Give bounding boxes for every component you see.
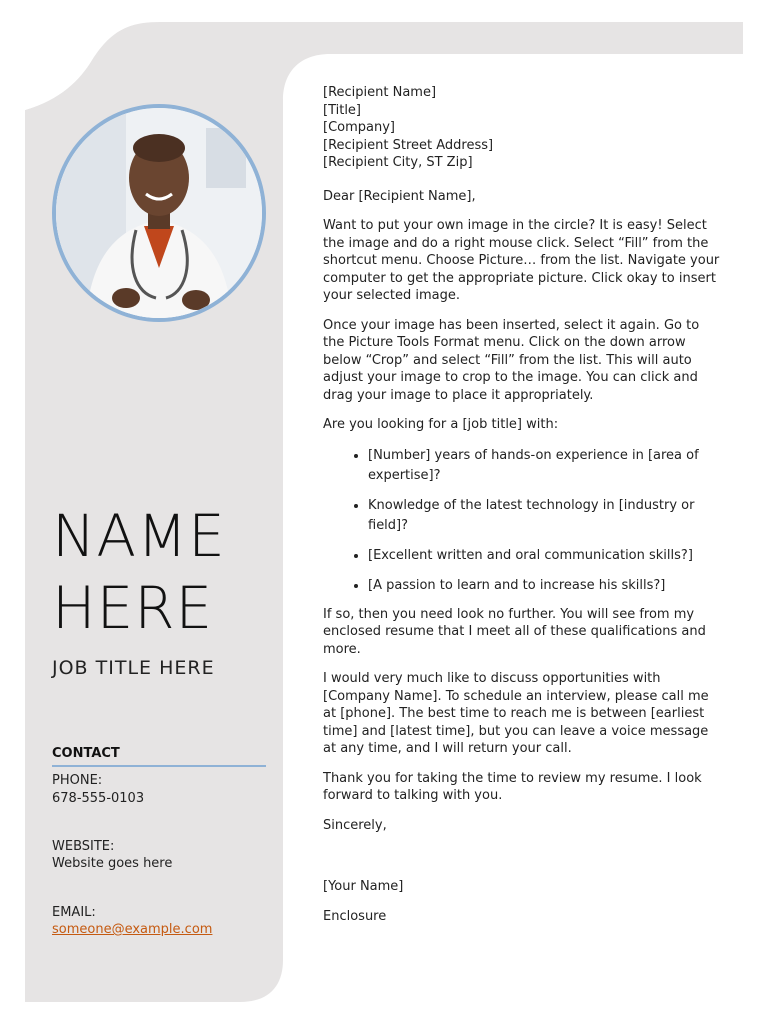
email-link[interactable]: someone@example.com	[52, 922, 213, 937]
profile-photo[interactable]	[52, 104, 266, 322]
recipient-address	[323, 84, 723, 172]
phone-value: 678-555-0103	[52, 791, 145, 806]
recipient-company: [Company]	[323, 120, 395, 135]
paragraph-3: Are you looking for a [job title] with:	[323, 417, 559, 432]
list-item: • [A passion to learn and to increase his skills?]	[368, 576, 723, 596]
list-item: • [Excellent written and oral communication skills?]	[368, 546, 723, 566]
recipient-city: [Recipient City, ST Zip]	[323, 155, 473, 170]
applicant-name	[52, 500, 226, 644]
contact-heading: CONTACT	[52, 746, 120, 761]
signature: [Your Name]	[323, 879, 404, 894]
paragraph-4: If so, then you need look no further. You will see from my enclosed resume that I meet all of these qualifications and more.	[323, 606, 706, 657]
letter-body	[323, 84, 723, 937]
website-label: WEBSITE:	[52, 839, 115, 854]
list-item: • [Number] years of hands-on experience in [area of expertise]?	[368, 446, 723, 486]
job-title: JOB TITLE HERE	[52, 657, 215, 679]
name-line-2: HERE	[52, 574, 214, 642]
paragraph-2: Once your image has been inserted, select it again. Go to the Picture Tools Format menu. Click on the down arrow below “Crop” and select “Fill” from the list. This will auto adjust your image to crop to the image. You can click and drag your image to place it appropriately.	[323, 317, 700, 403]
enclosure: Enclosure	[323, 908, 387, 924]
email-label: EMAIL:	[52, 905, 96, 920]
qualifications-list	[323, 446, 723, 596]
paragraph-5: I would very much like to discuss opportunities with [Company Name]. To schedule an interview, please call me at [phone]. The best time to reach me is between [earliest time] and [latest time], but you can leave a voice message at any time, and I will return your call.	[323, 671, 709, 756]
website-value: Website goes here	[52, 856, 173, 871]
recipient-name: [Recipient Name]	[323, 85, 437, 100]
paragraph-6: Thank you for taking the time to review my resume. I look forward to talking with you.	[323, 770, 702, 803]
closing: Sincerely,	[323, 817, 387, 833]
portrait-image	[56, 108, 262, 318]
recipient-title: [Title]	[323, 102, 362, 118]
salutation: Dear [Recipient Name],	[323, 188, 476, 204]
list-item: • Knowledge of the latest technology in [industry or field]?	[368, 496, 723, 536]
recipient-street: [Recipient Street Address]	[323, 137, 494, 153]
phone-label: PHONE:	[52, 773, 103, 788]
paragraph-1: Want to put your own image in the circle? It is easy! Select the image and do a right mouse click. Select “Fill” from the shortcut menu. Choose Picture… from the list. Navigate your computer to get the appropriate picture. Click okay to insert your selected image.	[323, 218, 720, 303]
contact-divider	[52, 765, 266, 767]
name-line-1: NAME	[52, 502, 226, 570]
